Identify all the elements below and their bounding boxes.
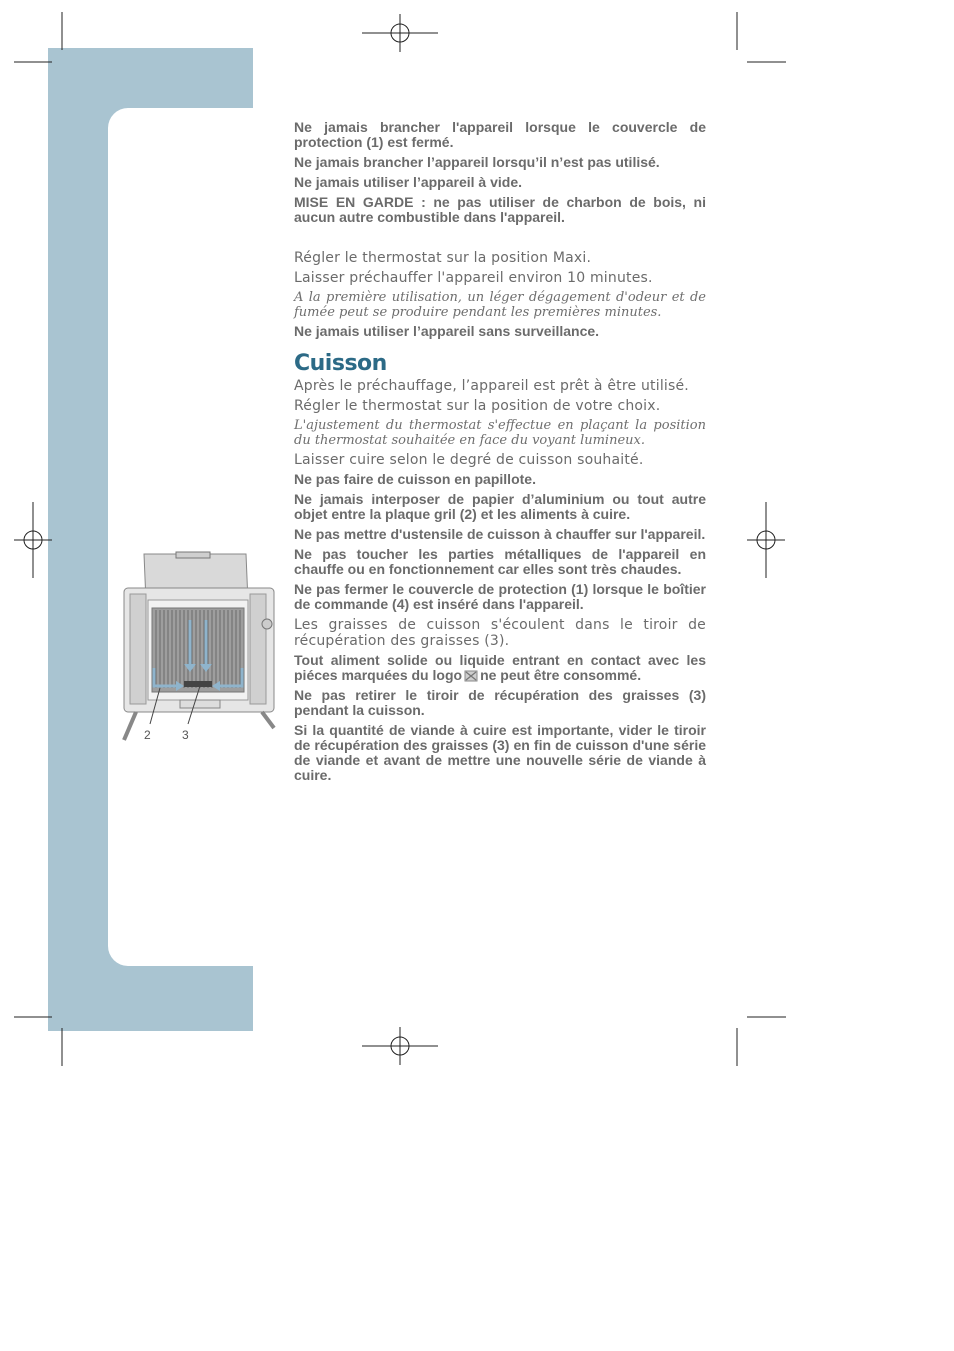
warning-aluminium: Ne jamais interposer de papier d’aluminium ou tout autre objet entre la plaque gril (2) et les aliments à cuire. — [294, 491, 706, 522]
cuisson-line-1: Après le préchauffage, l’appareil est prêt à être utilisé. — [294, 378, 689, 394]
cuisson-line-3: Laisser cuire selon le degré de cuisson souhaité. — [294, 452, 644, 468]
grill-drawing — [120, 548, 280, 748]
warning-logo-parts — [294, 653, 706, 683]
section-title-cuisson: Cuisson — [294, 351, 387, 376]
grill-illustration — [120, 548, 280, 753]
cuisson-note: L'ajustement du thermostat s'effectue en plaçant la position du thermostat souhaitée en face du voyant lumineux. — [294, 418, 706, 448]
warning-ustensile: Ne pas mettre d'ustensile de cuisson à chauffer sur l'appareil. — [294, 526, 706, 542]
figure-label-3: 3 — [182, 728, 189, 742]
main-text — [294, 120, 706, 788]
preheat-line-1: Régler le thermostat sur la position Maxi. — [294, 250, 592, 266]
warning-charcoal: MISE EN GARDE : ne pas utiliser de charbon de bois, ni aucun autre combustible dans l'appareil. — [294, 194, 706, 225]
warning-empty: Ne jamais utiliser l’appareil à vide. — [294, 174, 522, 190]
warning-empty-drawer: Si la quantité de viande à cuire est importante, vider le tiroir de récupération des graisses (3) en fin de cuisson d'une série de viande et avant de mettre une nouvelle série de viande à cuire. — [294, 722, 706, 783]
warning-cover-closed: Ne jamais brancher l'appareil lorsque le couvercle de protection (1) est fermé. — [294, 119, 706, 150]
no-food-contact-icon — [464, 670, 478, 682]
warning-metal-parts: Ne pas toucher les parties métalliques de l'appareil en chauffe ou en fonctionnement car elles sont très chaudes. — [294, 546, 706, 577]
preheat-line-2: Laisser préchauffer l'appareil environ 10 minutes. — [294, 270, 653, 286]
warning-not-used: Ne jamais brancher l’appareil lorsqu’il n’est pas utilisé. — [294, 154, 660, 170]
preheat-warning: Ne jamais utiliser l’appareil sans surveillance. — [294, 323, 600, 339]
spacer — [294, 230, 706, 250]
grease-info: Les graisses de cuisson s'écoulent dans le tiroir de récupération des graisses (3). — [294, 617, 706, 649]
warning-logo-text-a: Tout aliment solide ou liquide entrant en contact avec les piéces marquées du logo — [294, 652, 706, 683]
warning-logo-text-b: ne peut être consommé. — [480, 667, 642, 683]
warning-drawer-remove: Ne pas retirer le tiroir de récupération des graisses (3) pendant la cuisson. — [294, 687, 706, 718]
cuisson-line-2: Régler le thermostat sur la position de votre choix. — [294, 398, 661, 414]
figure-label-2: 2 — [144, 728, 151, 742]
preheat-note: A la première utilisation, un léger dégagement d'odeur et de fumée peut se produire pendant les premières minutes. — [294, 290, 706, 320]
warning-lid-control-box: Ne pas fermer le couvercle de protection (1) lorsque le boîtier de commande (4) est inséré dans l'appareil. — [294, 581, 706, 612]
warning-papillote: Ne pas faire de cuisson en papillote. — [294, 471, 536, 487]
